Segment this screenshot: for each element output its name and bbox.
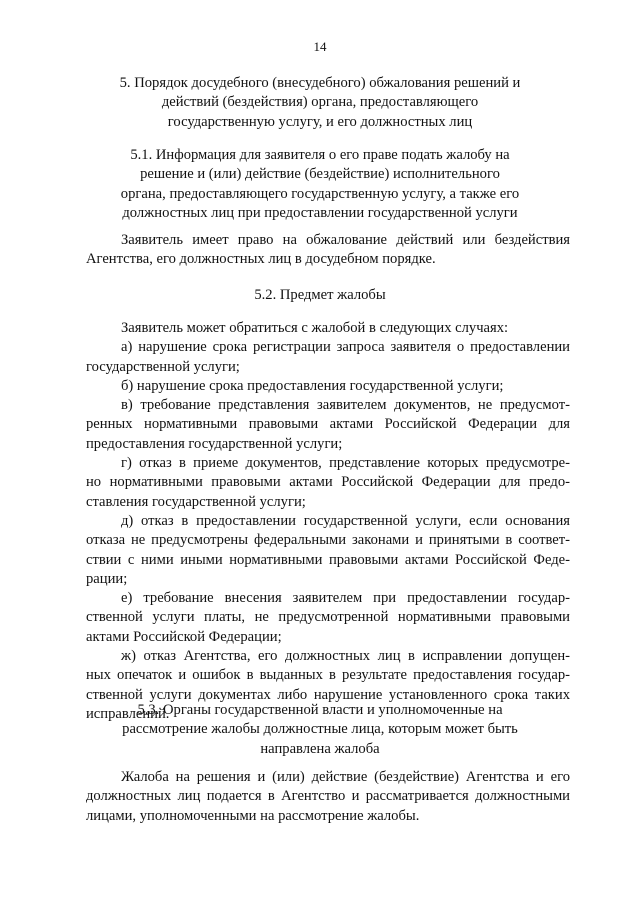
heading-line: должностных лиц при предоставлении государственной услуги <box>122 204 518 221</box>
list-item-d <box>86 512 570 589</box>
text-line: актами Российской Федерации; <box>86 628 282 645</box>
text-line: государственной услуги; <box>86 358 240 375</box>
list-item-v <box>86 396 570 454</box>
text-line: б) нарушение срока предоставления государственной услуги; <box>121 377 504 394</box>
text-line: ренных нормативными правовыми актами Российской Федерации для <box>86 416 570 433</box>
text-line: е) требование внесения заявителем при предоставлении государ- <box>121 590 570 607</box>
list-item-a <box>86 338 570 377</box>
text-line: а) нарушение срока регистрации запроса заявителя о предоставлении <box>121 339 570 356</box>
text-line: ж) отказ Агентства, его должностных лиц в исправлении допущен- <box>121 648 570 665</box>
section-5-2-title: 5.2. Предмет жалобы <box>254 287 386 303</box>
heading-line: 5.1. Информация для заявителя о его праве подать жалобу на <box>130 147 510 163</box>
complaint-cases-list <box>86 319 570 724</box>
text-line: ственной услуги документах либо нарушение установленного срока таких <box>86 686 570 703</box>
heading-line: органа, предоставляющего государственную услугу, а также его <box>120 185 520 202</box>
list-item-b <box>86 377 570 396</box>
heading-line: рассмотрение жалобы должностные лица, которым может быть <box>122 721 518 738</box>
text-line: исправлений. <box>86 705 170 722</box>
text-line: ственной услуги платы, не предусмотренной нормативными правовыми <box>86 609 570 626</box>
heading-line: 5. Порядок досудебного (внесудебного) обжалования решений и <box>119 75 521 91</box>
heading-line: 5.3. Органы государственной власти и уполномоченные на <box>137 702 503 718</box>
text-line: лицами, уполномоченными на рассмотрение жалобы. <box>86 807 420 824</box>
text-line: ставления государственной услуги; <box>86 493 306 510</box>
paragraph-rights <box>86 231 570 270</box>
heading-line: решение и (или) действие (бездействие) исполнительного <box>140 166 500 183</box>
list-intro: Заявитель может обратиться с жалобой в следующих случаях: <box>121 320 509 336</box>
text-line: в) требование представления заявителем документов, не предусмот- <box>121 397 570 414</box>
list-item-e <box>86 589 570 647</box>
text-line: предоставления государственной услуги; <box>86 435 343 452</box>
text-line: должностных лиц подается в Агентство и рассматривается должностными <box>86 788 570 805</box>
text-line: г) отказ в приеме документов, представление которых предусмотре- <box>121 455 570 472</box>
list-item-g <box>86 454 570 512</box>
section-5-3-title <box>80 701 560 759</box>
text-line: д) отказ в предоставлении государственной услуги, если основания <box>121 512 570 529</box>
section-5-1-title <box>80 146 560 223</box>
text-line: ных опечаток и ошибок в выданных в результате предоставления государ- <box>86 667 570 684</box>
text-line: Агентства, его должностных лиц в досудебном порядке. <box>86 251 436 268</box>
text-line: рации; <box>86 570 128 587</box>
text-line: Жалоба на решения и (или) действие (бездействие) Агентства и его <box>121 769 570 785</box>
heading-line: государственную услугу, и его должностных лиц <box>167 113 473 130</box>
heading-line: действий (бездействия) органа, предоставляющего <box>161 94 479 111</box>
section-5-title <box>80 74 560 132</box>
heading-line: направлена жалоба <box>260 740 380 757</box>
page-number: 14 <box>313 39 327 54</box>
text-line: отказа не предусмотрены федеральными законами и принятыми в соответ- <box>86 532 570 549</box>
text-line: ствии с ними иными нормативными правовыми актами Российской Феде- <box>86 551 570 568</box>
text-line: Заявитель имеет право на обжалование действий или бездействия <box>121 232 570 248</box>
text-line: но нормативными правовыми актами Российской Федерации для предо- <box>86 474 570 491</box>
paragraph-complaint <box>86 768 570 826</box>
